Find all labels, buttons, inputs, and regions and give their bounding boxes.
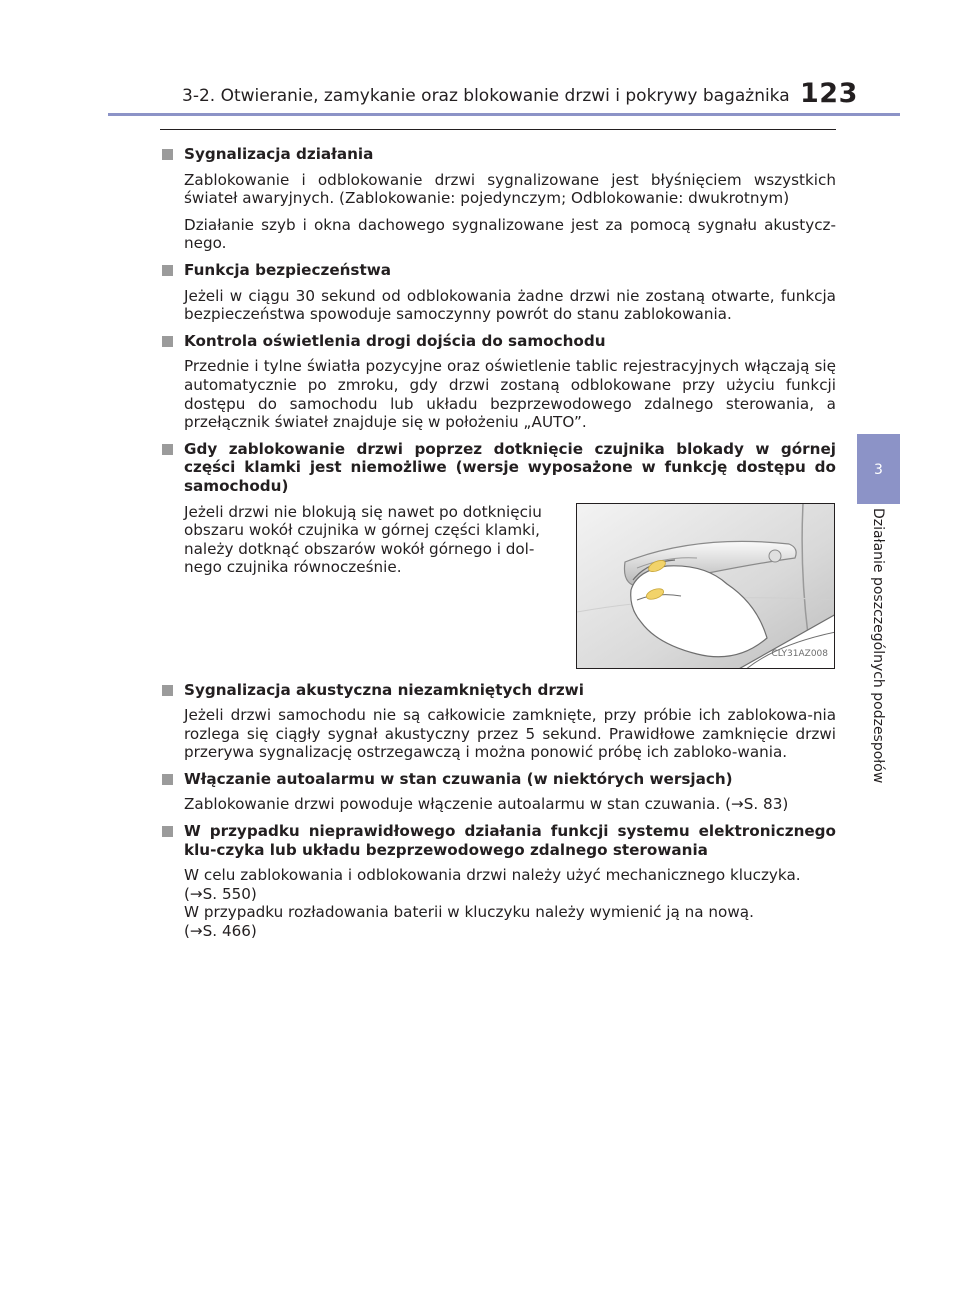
text-line: W celu zablokowania i odblokowania drzwi należy użyć mechanicznego kluczyka. bbox=[184, 866, 801, 885]
paragraph: Jeżeli drzwi nie blokują się nawet po dotknięciu obszaru wokół czujnika w górnej części klamki, należy dotknąć obszarów wokół górnego i dol-nego czujnika równocześnie. bbox=[184, 502, 542, 577]
door-handle-illustration bbox=[576, 503, 835, 669]
section-heading: Włączanie autoalarmu w stan czuwania (w niektórych wersjach) bbox=[160, 770, 836, 789]
chapter-number: 3 bbox=[874, 462, 883, 478]
hand-touching-handle-icon bbox=[577, 504, 835, 669]
paragraph: Zablokowanie drzwi powoduje włączenie autoalarmu w stan czuwania. (→S. 83) bbox=[184, 795, 789, 814]
header-rule bbox=[108, 113, 900, 116]
paragraph: Zablokowanie i odblokowanie drzwi sygnalizowane jest błyśnięciem wszystkich świateł awaryjnych. (Zablokowanie: pojedynczym; Odblokowanie: dwukrotnym) bbox=[184, 170, 836, 208]
section-heading: W przypadku nieprawidłowego działania funkcji systemu elektronicznego klu-czyka lub układu bezprzewodowego zdalnego sterowania bbox=[160, 822, 836, 859]
page-content bbox=[160, 145, 836, 949]
section-heading: Sygnalizacja akustyczna niezamkniętych drzwi bbox=[160, 681, 836, 700]
paragraph: Przednie i tylne światła pozycyjne oraz oświetlenie tablic rejestracyjnych włączają się automatycznie po zmroku, gdy drzwi zostaną odblokowane przy użyciu funkcji dostępu do samochodu lub układu bezprzewodowego zdalnego sterowania, a przełącznik świateł znajduje się w położeniu „AUTO”. bbox=[184, 357, 836, 432]
section-alarm-arming bbox=[160, 770, 836, 814]
text-line: W przypadku rozładowania baterii w kluczyku należy wymienić ją na nową. bbox=[184, 903, 754, 922]
section-divider bbox=[160, 129, 836, 130]
figure-code: CLY31AZ008 bbox=[771, 648, 828, 659]
section-heading: Sygnalizacja działania bbox=[160, 145, 836, 164]
chapter-tab bbox=[857, 434, 900, 504]
section-entry-lighting bbox=[160, 332, 836, 432]
square-bullet-icon bbox=[162, 444, 173, 455]
section-heading: Gdy zablokowanie drzwi poprzez dotknięcie czujnika blokady w górnej części klamki jest niemożliwe (wersje wyposażone w funkcję dostępu do samochodu) bbox=[160, 440, 836, 496]
square-bullet-icon bbox=[162, 265, 173, 276]
text-with-figure bbox=[160, 503, 836, 669]
chapter-title: Działanie poszczególnych podzespołów bbox=[870, 508, 886, 784]
section-heading: Kontrola oświetlenia drogi dojścia do samochodu bbox=[160, 332, 836, 351]
paragraph: Jeżeli drzwi samochodu nie są całkowicie zamknięte, przy próbie ich zablokowa-nia rozlega się ciągły sygnał akustyczny przez 5 sekund. Prawidłowe zamknięcie drzwi przerywa sygnalizację ostrzegawczą i można ponowić próbę ich zabloko-wania. bbox=[184, 706, 836, 762]
square-bullet-icon bbox=[162, 826, 173, 837]
paragraph: Działanie szyb i okna dachowego sygnalizowane jest za pomocą sygnału akustycz-nego. bbox=[184, 215, 836, 253]
section-lock-sensor bbox=[160, 440, 836, 669]
page-number: 123 bbox=[800, 78, 858, 109]
paragraph bbox=[184, 866, 836, 940]
square-bullet-icon bbox=[162, 774, 173, 785]
page-reference-link[interactable]: (→S. 550) bbox=[184, 884, 257, 903]
section-safety-function bbox=[160, 261, 836, 324]
section-door-ajar-buzzer bbox=[160, 681, 836, 762]
section-heading: Funkcja bezpieczeństwa bbox=[160, 261, 836, 280]
section-key-malfunction bbox=[160, 822, 836, 941]
paragraph: Jeżeli w ciągu 30 sekund od odblokowania żadne drzwi nie zostaną otwarte, funkcja bezpieczeństwa spowoduje samoczynny powrót do stanu zablokowania. bbox=[184, 286, 836, 324]
section-signaling bbox=[160, 145, 836, 253]
running-header: 3-2. Otwieranie, zamykanie oraz blokowanie drzwi i pokrywy bagażnika bbox=[182, 86, 790, 106]
page-reference-link[interactable]: (→S. 466) bbox=[184, 922, 257, 941]
square-bullet-icon bbox=[162, 336, 173, 347]
square-bullet-icon bbox=[162, 149, 173, 160]
square-bullet-icon bbox=[162, 685, 173, 696]
